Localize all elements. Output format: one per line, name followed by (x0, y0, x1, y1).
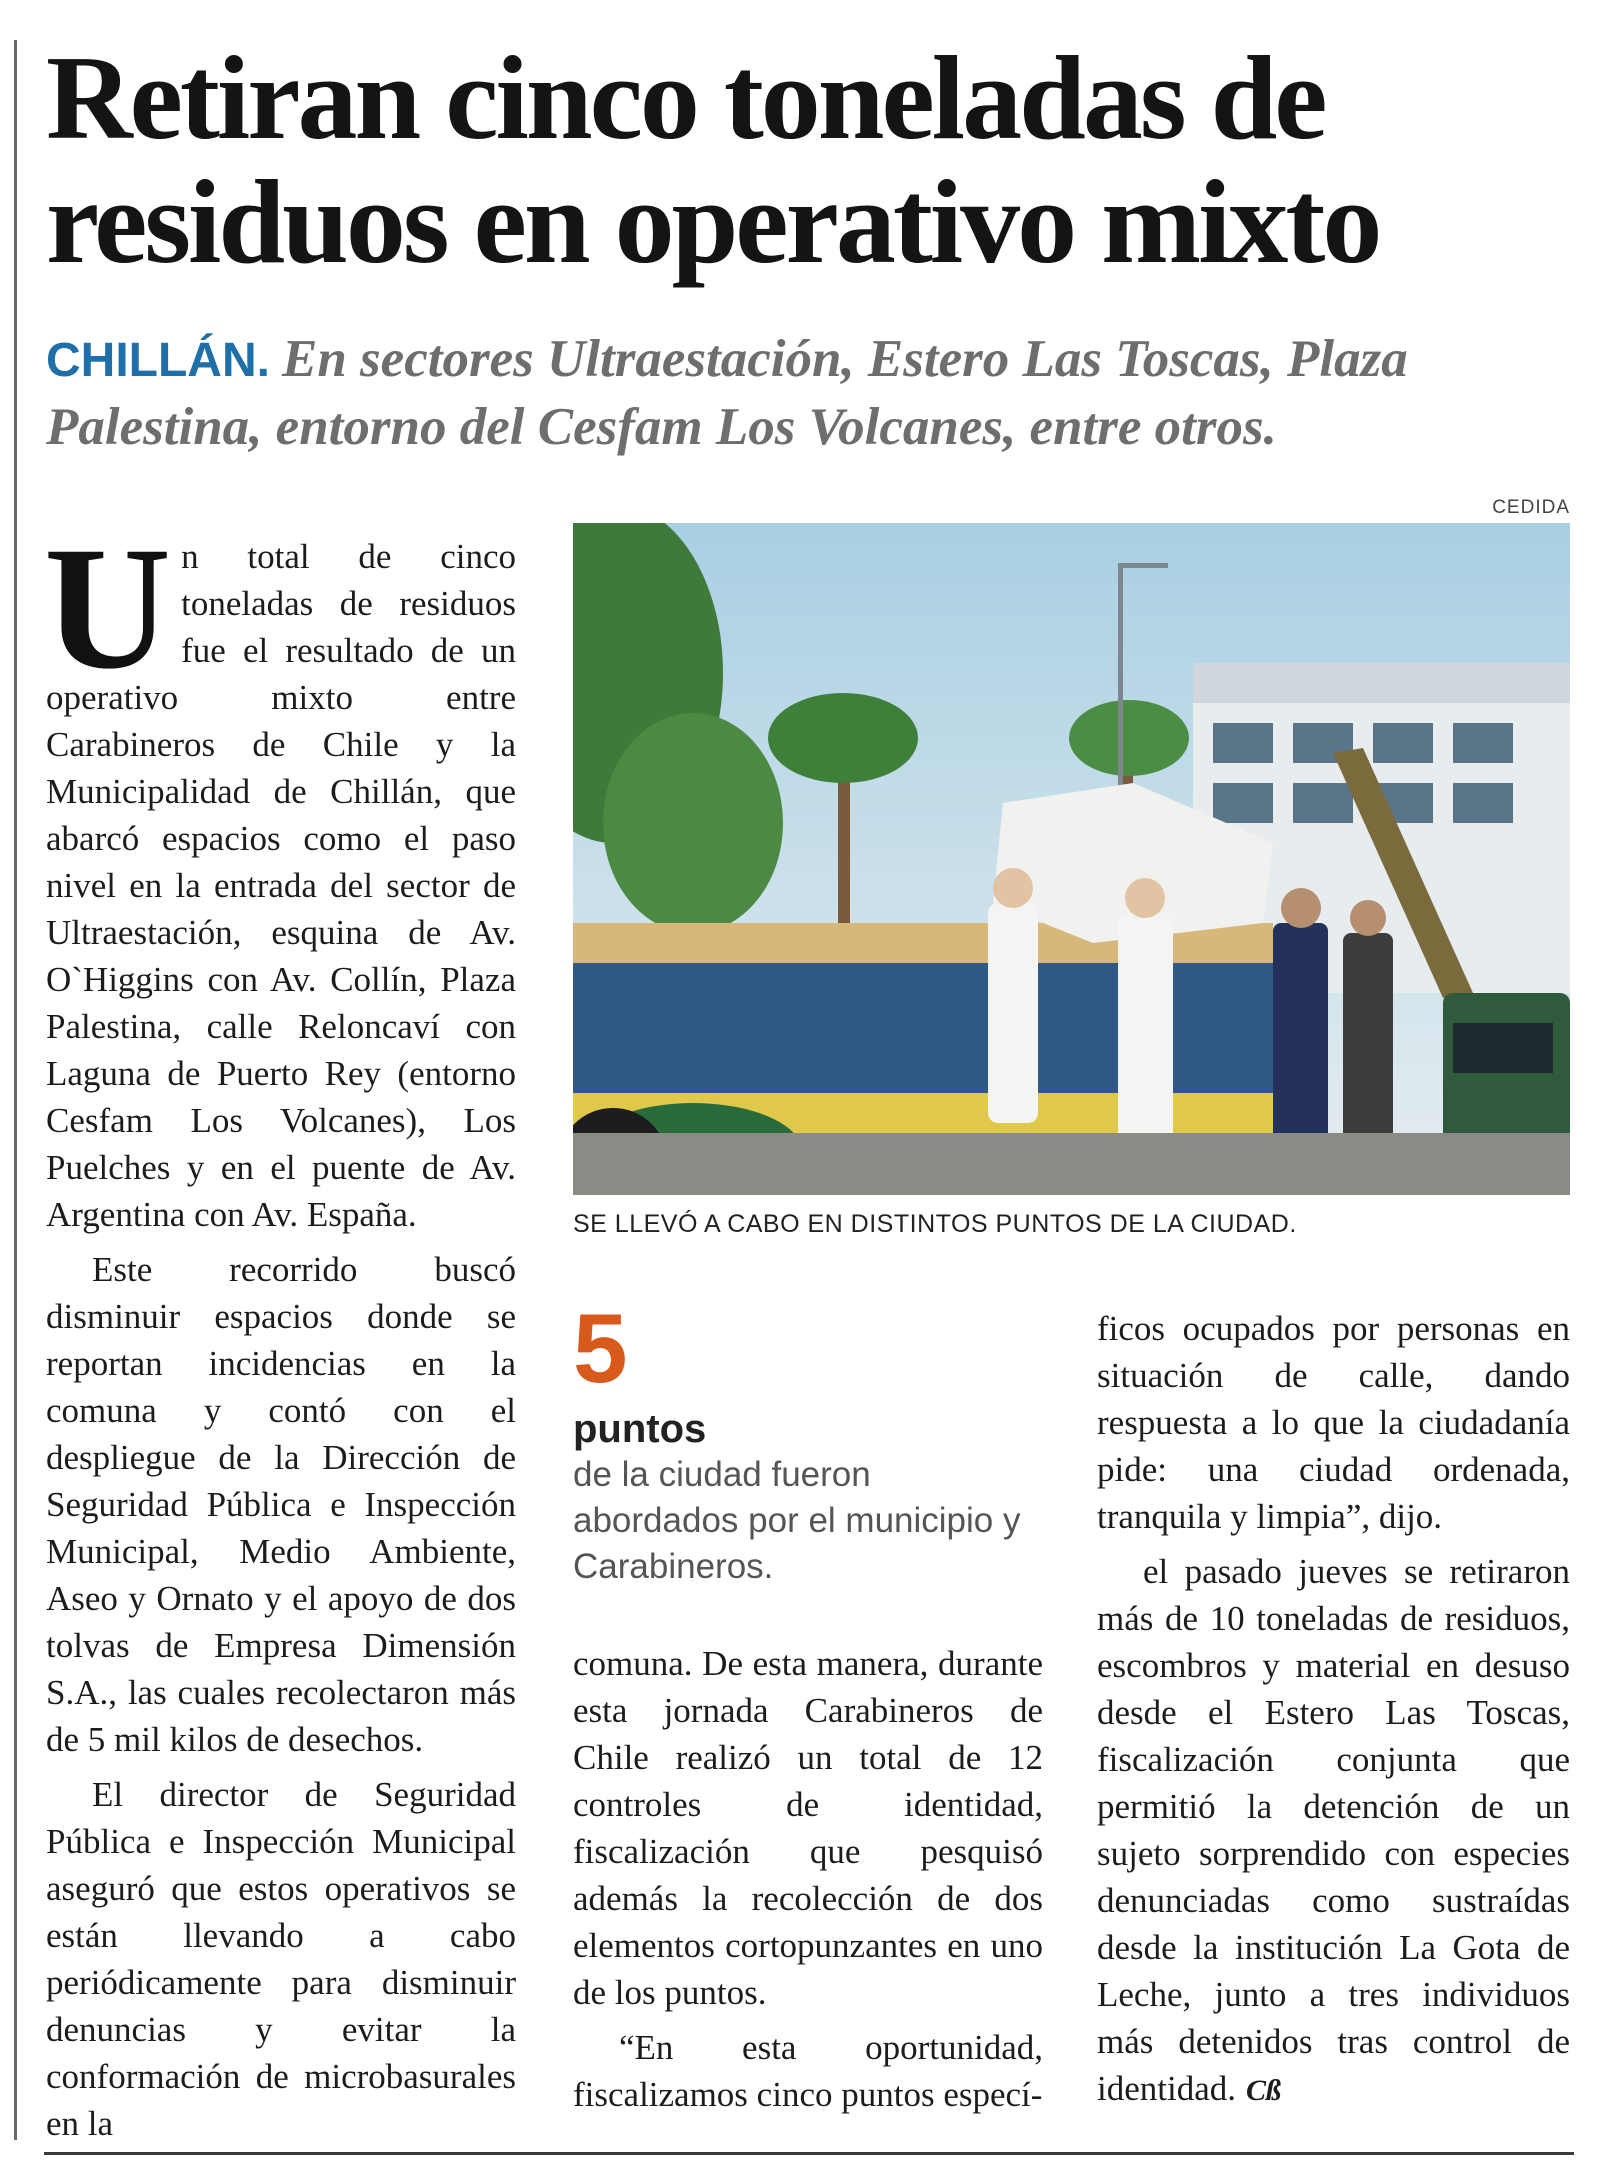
end-of-article-mark: Cß (1246, 2074, 1282, 2107)
photo-illustration (573, 523, 1570, 1195)
paragraph (44, 511, 516, 1238)
paragraph: ficos ocupados por personas en situación de calle, dando respuesta a lo que la ciudadanía pide: una ciudad ordenada, tranquila y limpia”, dijo. (1097, 1309, 1570, 1536)
paragraph-text: n total de cinco toneladas de residuos fue el resultado de un operativo mixto entre Carabineros de Chile y la Municipalidad de Chillán, que abarcó espacios como el paso nivel en la entrada del sector de Ultraestación, esquina de Av. O`Higgins con Av. Collín, Plaza Palestina, calle Reloncaví con Laguna de Puerto Rey (entorno Cesfam Los Volcanes), Los Puelches y en el puente de Av. Argentina con Av. España. (46, 537, 516, 1234)
drop-cap: U (44, 511, 172, 706)
paragraph-text: el pasado jueves se retiraron más de 10 toneladas de residuos, escombros y material en desuso desde el Estero Las Toscas, fiscalización conjunta que permitió la detención de un sujeto sorprendido con especies denunciadas como sustraídas desde la institución La Gota de Leche, junto a tres individuos más detenidos tras control de identidad. (1097, 1552, 1570, 2108)
bottom-rule (44, 2152, 1574, 2155)
paragraph (1097, 1548, 1570, 2114)
subhead-text: En sectores Ultraestación, Estero Las Toscas, Plaza Palestina, entorno del Cesfam Los Volcanes, entre otros. (46, 330, 1408, 456)
body-column-left (44, 511, 516, 2147)
paragraph: “En esta oportunidad, fiscalizamos cinco puntos especí- (573, 2028, 1043, 2114)
kicker-location: CHILLÁN. (46, 334, 270, 387)
body-column-right (1097, 1305, 1570, 2114)
fact-box (573, 1293, 1043, 1590)
fact-text: de la ciudad fueron abordados por el municipio y Carabineros. (573, 1455, 1021, 1586)
fact-unit: puntos (573, 1407, 707, 1451)
headline: Retiran cinco toneladas de residuos en operativo mixto (46, 31, 1380, 288)
body-column-middle (573, 1640, 1043, 2118)
subhead (46, 326, 1586, 460)
fact-number: 5 (573, 1293, 628, 1403)
left-column-rule (14, 40, 17, 2140)
photo-caption: SE LLEVÓ A CABO EN DISTINTOS PUNTOS DE LA CIUDAD. (573, 1210, 1297, 1238)
article-photo (573, 523, 1570, 1195)
photo-credit: CEDIDA (1492, 497, 1570, 518)
paragraph: Este recorrido buscó disminuir espacios donde se reportan incidencias en la comuna y contó con el despliegue de la Dirección de Seguridad Pública e Inspección Municipal, Medio Ambiente, Aseo y Ornato y el apoyo de dos tolvas de Empresa Dimensión S.A., las cuales recolectaron más de 5 mil kilos de desechos. (46, 1250, 516, 1759)
paragraph: El director de Seguridad Pública e Inspección Municipal aseguró que estos operativos se están llevando a cabo periódicamente para disminuir denuncias y evitar la conformación de microbasurales en la (46, 1775, 516, 2143)
paragraph: comuna. De esta manera, durante esta jornada Carabineros de Chile realizó un total de 12 controles de identidad, fiscalización que pesquisó además la recolección de dos elementos cortopunzantes en uno de los puntos. (573, 1644, 1043, 2012)
